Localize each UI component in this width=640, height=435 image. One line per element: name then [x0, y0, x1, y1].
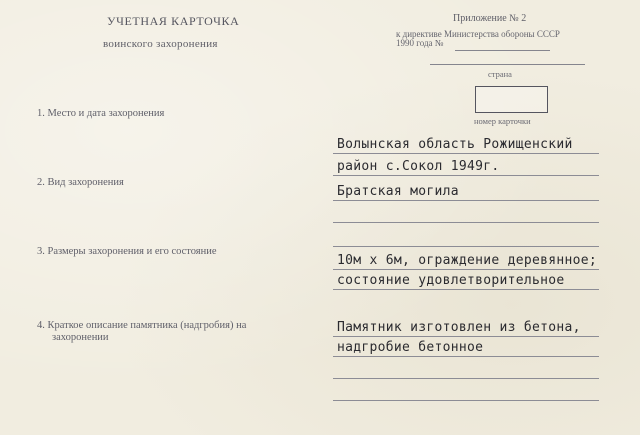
country-label: страна: [488, 69, 512, 79]
card-number-box: [475, 86, 548, 113]
directive-line-2: 1990 года №: [396, 38, 444, 48]
card-title: УЧЕТНАЯ КАРТОЧКА: [107, 14, 240, 28]
field-4-rule-1: [333, 336, 599, 337]
field-4-rule-2: [333, 356, 599, 357]
field-1-rule-1: [333, 153, 599, 154]
country-line: [430, 64, 585, 65]
directive-line-1: к директиве Министерства обороны СССР: [396, 29, 560, 39]
field-1-rule-2: [333, 175, 599, 176]
field-2-value-line-1: Братская могила: [337, 184, 459, 199]
field-2-rule-2: [333, 222, 599, 223]
field-4-rule-3: [333, 378, 599, 379]
card-number-label: номер карточки: [474, 116, 531, 126]
field-4-value-line-2: надгробие бетонное: [337, 340, 484, 355]
field-3-value-line-1: 10м х 6м, ограждение деревянное;: [337, 253, 598, 268]
field-1-value-line-2: район с.Сокол 1949г.: [337, 159, 500, 174]
appendix-label: Приложение № 2: [453, 13, 527, 24]
field-3-rule-2: [333, 289, 599, 290]
card-subtitle: воинского захоронения: [103, 38, 218, 50]
field-3-rule-1: [333, 269, 599, 270]
field-4-label-line-2: захоронении: [52, 332, 109, 343]
field-4-label-line-1: 4. Краткое описание памятника (надгробия) на: [37, 320, 247, 331]
field-4-value-line-1: Памятник изготовлен из бетона,: [337, 320, 581, 335]
field-1-value-line-1: Волынская область Рожищенский: [337, 137, 573, 152]
field-1-label: 1. Место и дата захоронения: [37, 108, 165, 119]
field-4-rule-4: [333, 400, 599, 401]
field-2-rule-1: [333, 200, 599, 201]
field-3-rule-0: [333, 246, 599, 247]
directive-number-line: [455, 50, 550, 51]
field-3-value-line-2: состояние удовлетворительное: [337, 273, 565, 288]
field-2-label: 2. Вид захоронения: [37, 177, 124, 188]
field-3-label: 3. Размеры захоронения и его состояние: [37, 246, 217, 257]
